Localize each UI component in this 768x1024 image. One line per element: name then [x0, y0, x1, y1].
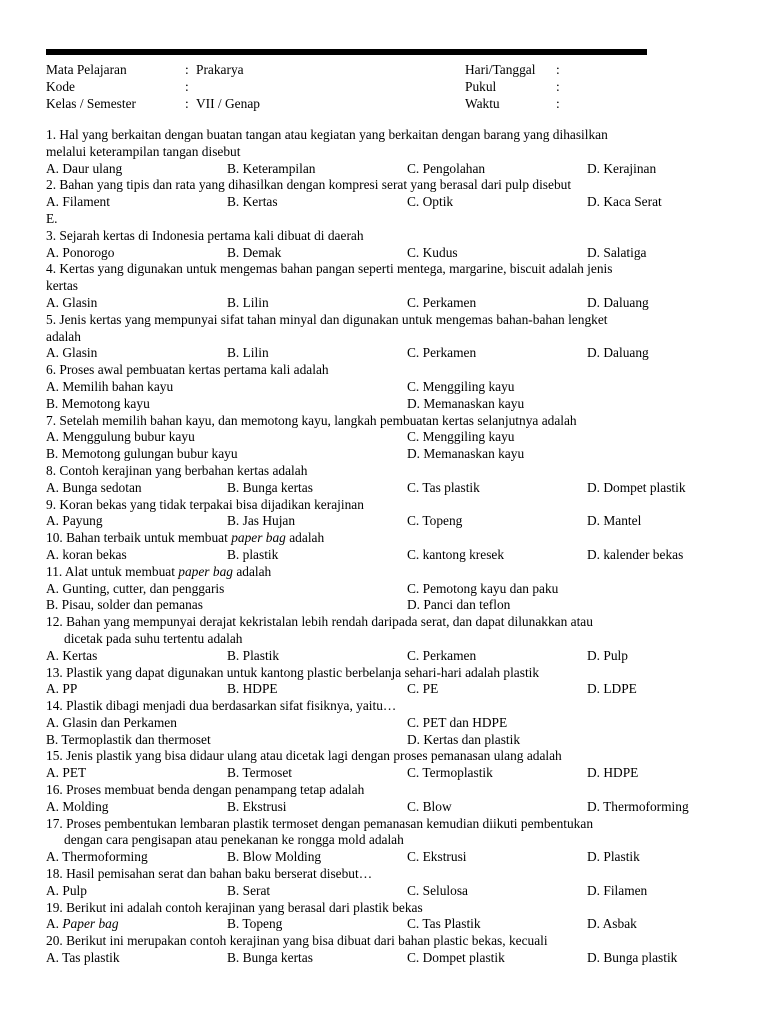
answer-option[interactable]: A. Gunting, cutter, dan penggaris	[46, 580, 225, 596]
question-text: 15. Jenis plastik yang bisa didaur ulang atau dicetak lagi dengan proses pemanasan ulang adalah	[46, 748, 562, 764]
answer-option[interactable]: C. Kudus	[407, 244, 458, 260]
question-text: 16. Proses membuat benda dengan penampang tetap adalah	[46, 782, 365, 798]
answer-option[interactable]: C. Tas plastik	[407, 479, 480, 495]
answer-option[interactable]: C. kantong kresek	[407, 546, 505, 562]
answer-option[interactable]: D. Bunga plastik	[587, 950, 678, 966]
question-14	[46, 698, 726, 748]
answer-option[interactable]: A. Daur ulang	[46, 160, 123, 176]
question-text: 8. Contoh kerajinan yang berbahan kertas adalah	[46, 462, 308, 478]
answer-option[interactable]: C. Menggiling kayu	[407, 378, 515, 394]
question-11	[46, 564, 726, 614]
answer-option[interactable]: A. Kertas	[46, 647, 98, 663]
answer-option[interactable]: D. LDPE	[587, 681, 637, 697]
option-row	[46, 849, 726, 866]
question-text: 18. Hasil pemisahan serat dan bahan baku berserat disebut…	[46, 866, 373, 882]
question-9	[46, 497, 726, 531]
answer-option[interactable]: D. Filamen	[587, 882, 648, 898]
question-3	[46, 228, 726, 262]
answer-option[interactable]: A. PET	[46, 765, 87, 781]
answer-option[interactable]: C. Menggiling kayu	[407, 429, 515, 445]
option-row	[46, 597, 726, 614]
option-row	[46, 648, 726, 665]
answer-option[interactable]: D. Kertas dan plastik	[407, 731, 521, 747]
option-row	[46, 547, 726, 564]
option-row	[46, 379, 726, 396]
question-text: 5. Jenis kertas yang mempunyai sifat tahan minyal dan digunakan untuk mengemas bahan-bahan lengket	[46, 311, 608, 327]
answer-option[interactable]: D. Pulp	[587, 647, 628, 663]
answer-option[interactable]: B. Keterampilan	[227, 160, 316, 176]
option-row	[46, 295, 726, 312]
question-text: 3. Sejarah kertas di Indonesia pertama kali dibuat di daerah	[46, 227, 364, 243]
question-text: 10. Bahan terbaik untuk membuat paper bag adalah	[46, 530, 325, 546]
option-row	[46, 681, 726, 698]
answer-option[interactable]: C. Topeng	[407, 513, 463, 529]
answer-option[interactable]: A. Ponorogo	[46, 244, 115, 260]
answer-option[interactable]: C. Ekstrusi	[407, 849, 467, 865]
option-row	[46, 732, 726, 749]
colon: :	[556, 79, 560, 94]
option-row	[46, 345, 726, 362]
colon: :	[185, 79, 189, 94]
answer-option[interactable]: B. Termoplastik dan thermoset	[46, 731, 211, 747]
answer-option[interactable]: A. koran bekas	[46, 546, 127, 562]
question-15	[46, 748, 726, 782]
answer-option[interactable]: B. Blow Molding	[227, 849, 322, 865]
answer-option[interactable]: D. Asbak	[587, 916, 637, 932]
subject-label: Mata Pelajaran	[46, 62, 127, 77]
question-2	[46, 177, 726, 227]
answer-option[interactable]: D. Kerajinan	[587, 160, 657, 176]
question-text: 20. Berikut ini merupakan contoh kerajinan yang bisa dibuat dari bahan plastic bekas, kecuali	[46, 933, 548, 949]
answer-option[interactable]: C. Tas Plastik	[407, 916, 481, 932]
extra-option: E.	[46, 210, 58, 226]
answer-option[interactable]: B. Ekstrusi	[227, 798, 287, 814]
answer-option[interactable]: B. Kertas	[227, 194, 278, 210]
colon: :	[185, 62, 189, 77]
question-text: 7. Setelah memilih bahan kayu, dan memotong kayu, langkah pembuatan kertas selanjutnya adalah	[46, 412, 577, 428]
question-text: 1. Hal yang berkaitan dengan buatan tangan atau kegiatan yang berkaitan dengan barang yang dihasilkan	[46, 127, 608, 142]
answer-option[interactable]: A. Glasin	[46, 294, 98, 310]
question-text: 4. Kertas yang digunakan untuk mengemas bahan pangan seperti mentega, margarine, biscuit adalah jenis	[46, 261, 613, 277]
answer-option[interactable]: A. Bunga sedotan	[46, 479, 142, 495]
answer-option[interactable]: A. Filament	[46, 194, 110, 210]
answer-option[interactable]: B. Topeng	[227, 916, 283, 932]
question-18	[46, 866, 726, 900]
answer-option[interactable]: B. Memotong kayu	[46, 395, 150, 411]
answer-option[interactable]: D. Dompet plastik	[587, 479, 686, 495]
answer-option[interactable]: B. Pisau, solder dan pemanas	[46, 597, 203, 613]
answer-option[interactable]: B. Termoset	[227, 765, 293, 781]
question-4	[46, 261, 726, 311]
answer-option[interactable]: D. Salatiga	[587, 244, 647, 260]
question-text: 2. Bahan yang tipis dan rata yang dihasilkan dengan kompresi serat yang berasal dari pulp disebut	[46, 177, 572, 193]
option-row	[46, 799, 726, 816]
option-row	[46, 480, 726, 497]
answer-option[interactable]: B. Bunga kertas	[227, 950, 313, 966]
answer-option[interactable]: A. Glasin dan Perkamen	[46, 714, 177, 730]
answer-option[interactable]: C. PET dan HDPE	[407, 714, 508, 730]
question-text: 6. Proses awal pembuatan kertas pertama kali adalah	[46, 362, 329, 378]
answer-option[interactable]: A. Payung	[46, 513, 103, 529]
question-text: 9. Koran bekas yang tidak terpakai bisa dijadikan kerajinan	[46, 496, 364, 512]
question-text: melalui keterampilan tangan disebut	[46, 143, 241, 159]
option-row	[46, 245, 726, 262]
question-19	[46, 900, 726, 934]
answer-option[interactable]: B. Lilin	[227, 294, 269, 310]
question-text: 13. Plastik yang dapat digunakan untuk kantong plastic berbelanja sehari-hari adalah plastik	[46, 664, 540, 680]
colon: :	[185, 96, 189, 111]
answer-option[interactable]: A. Thermoforming	[46, 849, 148, 865]
option-row	[46, 396, 726, 413]
option-row	[46, 194, 726, 211]
answer-option[interactable]: A. Pulp	[46, 882, 87, 898]
option-row	[46, 446, 726, 463]
question-list	[46, 127, 726, 967]
answer-option[interactable]: C. Optik	[407, 194, 454, 210]
question-6	[46, 362, 726, 412]
option-row	[46, 765, 726, 782]
answer-option[interactable]: C. Perkamen	[407, 647, 477, 663]
question-text: 11. Alat untuk membuat paper bag adalah	[46, 563, 272, 579]
question-text: kertas	[46, 278, 78, 294]
class-label: Kelas / Semester	[46, 96, 136, 111]
answer-option[interactable]: A. PP	[46, 681, 78, 697]
answer-option[interactable]: A. Paper bag	[46, 916, 119, 932]
date-label: Hari/Tanggal	[465, 62, 536, 77]
question-text: 14. Plastik dibagi menjadi dua berdasarkan sifat fisiknya, yaitu…	[46, 698, 397, 714]
answer-option[interactable]: C. Perkamen	[407, 294, 477, 310]
option-row	[46, 429, 726, 446]
answer-option[interactable]: D. Daluang	[587, 345, 649, 361]
subject-value: Prakarya	[196, 62, 244, 77]
answer-option[interactable]: C. Selulosa	[407, 882, 469, 898]
answer-option[interactable]: D. Memanaskan kayu	[407, 446, 525, 462]
answer-option[interactable]: C. Pemotong kayu dan paku	[407, 580, 559, 596]
answer-option[interactable]: C. Blow	[407, 798, 452, 814]
question-12	[46, 614, 726, 664]
answer-option[interactable]: C. PE	[407, 681, 439, 697]
answer-option[interactable]: D. Panci dan teflon	[407, 597, 511, 613]
answer-option[interactable]: D. Daluang	[587, 294, 649, 310]
option-row	[46, 883, 726, 900]
answer-option[interactable]: D. HDPE	[587, 765, 639, 781]
question-20	[46, 933, 726, 967]
question-text: dengan cara pengisapan atau penekanan ke rongga mold adalah	[64, 832, 404, 848]
answer-option[interactable]: B. Jas Hujan	[227, 513, 296, 529]
answer-option[interactable]: D. kalender bekas	[587, 546, 684, 562]
answer-option[interactable]: B. Memotong gulungan bubur kayu	[46, 446, 238, 462]
option-row	[46, 916, 726, 933]
answer-option[interactable]: D. Plastik	[587, 849, 640, 865]
question-text: adalah	[46, 328, 81, 344]
code-label: Kode	[46, 79, 76, 94]
answer-option[interactable]: B. Demak	[227, 244, 282, 260]
colon: :	[556, 96, 560, 111]
answer-option[interactable]: B. plastik	[227, 546, 279, 562]
question-text: 17. Proses pembentukan lembaran plastik termoset dengan pemanasan kemudian diikuti pembentukan	[46, 815, 594, 831]
answer-option[interactable]: B. Plastik	[227, 647, 280, 663]
time-label: Pukul	[465, 79, 497, 94]
header-rule	[46, 49, 647, 55]
answer-option[interactable]: D. Mantel	[587, 513, 642, 529]
answer-option[interactable]: C. Perkamen	[407, 345, 477, 361]
answer-option[interactable]: D. Kaca Serat	[587, 194, 662, 210]
question-8	[46, 463, 726, 497]
class-value: VII / Genap	[196, 96, 260, 111]
answer-option[interactable]: D. Thermoforming	[587, 798, 689, 814]
colon: :	[556, 62, 560, 77]
question-text: 12. Bahan yang mempunyai derajat kekristalan lebih rendah daripada serat, dan dapat dilunakkan atau	[46, 614, 593, 630]
question-17	[46, 816, 726, 866]
question-7	[46, 413, 726, 463]
question-10	[46, 530, 726, 564]
answer-option[interactable]: A. Memilih bahan kayu	[46, 378, 174, 394]
answer-option[interactable]: A. Molding	[46, 798, 109, 814]
answer-option[interactable]: D. Memanaskan kayu	[407, 395, 525, 411]
option-row	[46, 715, 726, 732]
question-text: dicetak pada suhu tertentu adalah	[64, 630, 243, 646]
option-row	[46, 581, 726, 598]
question-5	[46, 312, 726, 362]
answer-option[interactable]: C. Pengolahan	[407, 160, 486, 176]
option-row	[46, 513, 726, 530]
question-1	[46, 127, 726, 177]
answer-option[interactable]: B. HDPE	[227, 681, 278, 697]
answer-option[interactable]: B. Serat	[227, 882, 271, 898]
answer-option[interactable]: A. Glasin	[46, 345, 98, 361]
answer-option[interactable]: A. Tas plastik	[46, 950, 120, 966]
question-13	[46, 665, 726, 699]
question-16	[46, 782, 726, 816]
answer-option[interactable]: C. Termoplastik	[407, 765, 493, 781]
duration-label: Waktu	[465, 96, 500, 111]
question-text: 19. Berikut ini adalah contoh kerajinan yang berasal dari plastik bekas	[46, 899, 423, 915]
answer-option[interactable]: B. Lilin	[227, 345, 269, 361]
option-row	[46, 161, 726, 178]
answer-option[interactable]: B. Bunga kertas	[227, 479, 313, 495]
answer-option[interactable]: A. Menggulung bubur kayu	[46, 429, 195, 445]
answer-option[interactable]: C. Dompet plastik	[407, 950, 505, 966]
option-row	[46, 950, 726, 967]
